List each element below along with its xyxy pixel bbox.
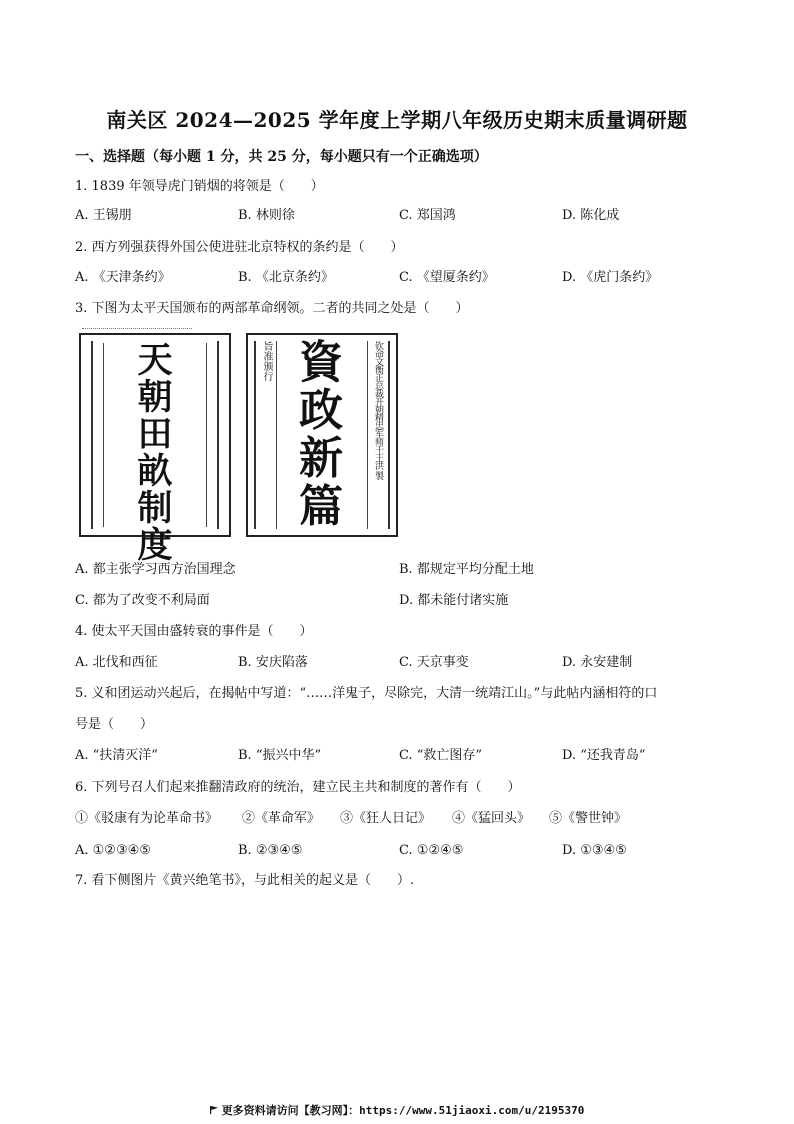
question-1-option-b[interactable]: B. 林则徐 [238,208,295,223]
question-4-option-c[interactable]: C. 天京事变 [399,655,469,670]
figure2-rule-right [367,341,368,529]
question-1-option-c[interactable]: C. 郑国鸿 [399,208,456,223]
question-5-option-b[interactable]: B. “振兴中华” [238,748,322,763]
question-1-option-a[interactable]: A. 王锡朋 [75,208,132,223]
figure2-rule-left [276,341,277,529]
question-6-item-3: ③《狂人日记》 [340,811,432,826]
figure2-char: 新 [299,433,343,484]
question-7-stem: 7. 看下侧图片《黄兴绝笔书》，与此相关的起义是（ ）. [75,873,415,888]
figure2-right-text: 钦命文衡正总裁开朝精忠军师干王洪 製 [373,341,383,479]
question-6-item-5: ⑤《警世钟》 [549,811,628,826]
question-4-option-a[interactable]: A. 北伐和西征 [75,655,158,670]
figure1-char: 田 [137,415,173,455]
question-6-stem: 6. 下列号召人们起来推翻清政府的统治，建立民主共和制度的著作有（ ） [75,780,521,795]
question-6-item-4: ④《猛回头》 [452,811,531,826]
figure1-char: 畝 [137,452,173,492]
question-4-option-b[interactable]: B. 安庆陷落 [238,655,308,670]
question-5-stem-continued: 号是（ ） [75,717,154,732]
question-3-option-d[interactable]: D. 都未能付诸实施 [399,593,509,608]
question-6-item-1: ①《驳康有为论革命书》 [75,811,219,826]
question-6-option-d[interactable]: D. ①③④⑤ [562,843,627,858]
question-2-option-c[interactable]: C. 《望厦条约》 [399,270,495,285]
figure1-char: 天 [137,341,173,381]
question-2-option-b[interactable]: B. 《北京条约》 [238,270,334,285]
figure2-title-chars [286,339,356,531]
question-5-option-c[interactable]: C. “救亡图存” [399,748,483,763]
page-title: 南关区 2024—2025 学年度上学期八年级历史期末质量调研题 [106,108,688,132]
figure-tianchao-tianmu-zhidu [79,333,231,566]
question-1-stem: 1. 1839 年领导虎门销烟的将领是（ ） [75,179,324,194]
question-3-option-b[interactable]: B. 都规定平均分配土地 [399,562,534,577]
figure1-char: 朝 [137,378,173,418]
figure1-rule-right [206,343,207,527]
question-5-option-a[interactable]: A. “扶清灭洋” [75,748,158,763]
question-3-option-a[interactable]: A. 都主张学习西方治国理念 [75,562,236,577]
question-4-option-d[interactable]: D. 永安建制 [562,655,633,670]
figure1-title-chars [107,343,203,565]
question-5-option-d[interactable]: D. “还我青岛” [562,748,646,763]
question-1-option-d[interactable]: D. 陈化成 [562,208,620,223]
question-6-option-b[interactable]: B. ②③④⑤ [238,843,303,858]
figure-zizheng-xinpian [246,333,398,537]
question-3-option-c[interactable]: C. 都为了改变不利局面 [75,593,210,608]
question-3-stem: 3. 下图为太平天国颁布的两部革命纲领。二者的共同之处是（ ） [75,301,469,316]
question-4-stem: 4. 使太平天国由盛转衰的事件是（ ） [75,624,313,639]
question-6-item-2: ②《革命军》 [242,811,321,826]
question-5-stem: 5. 义和团运动兴起后，在揭帖中写道：“……洋鬼子，尽除完，大清一统靖江山。”与此帖内涵相符的口 [75,686,658,701]
figure2-char: 篇 [299,481,343,532]
question-2-option-a[interactable]: A. 《天津条约》 [75,270,171,285]
flag-icon [210,1106,218,1114]
footer [0,1102,794,1118]
question-2-stem: 2. 西方列强获得外国公使进驻北京特权的条约是（ ） [75,240,404,255]
figure1-rule-left [103,343,104,527]
figure1-char: 制 [137,489,173,529]
figure2-char: 政 [299,385,343,436]
figure2-left-text: 旨准颁行 [261,341,272,381]
figure2-char: 資 [299,337,343,388]
question-2-option-d[interactable]: D. 《虎门条约》 [562,270,659,285]
section-heading: 一、选择题（每小题 1 分，共 25 分，每小题只有一个正确选项） [75,149,488,165]
question-6-option-c[interactable]: C. ①②④⑤ [399,843,464,858]
question-6-option-a[interactable]: A. ①②③④⑤ [75,843,151,858]
footer-link[interactable]: 更多资料请访问【教习网】：https://www.51jiaoxi.com/u/2195370 [221,1104,585,1117]
figure1-char: 度 [137,526,173,566]
